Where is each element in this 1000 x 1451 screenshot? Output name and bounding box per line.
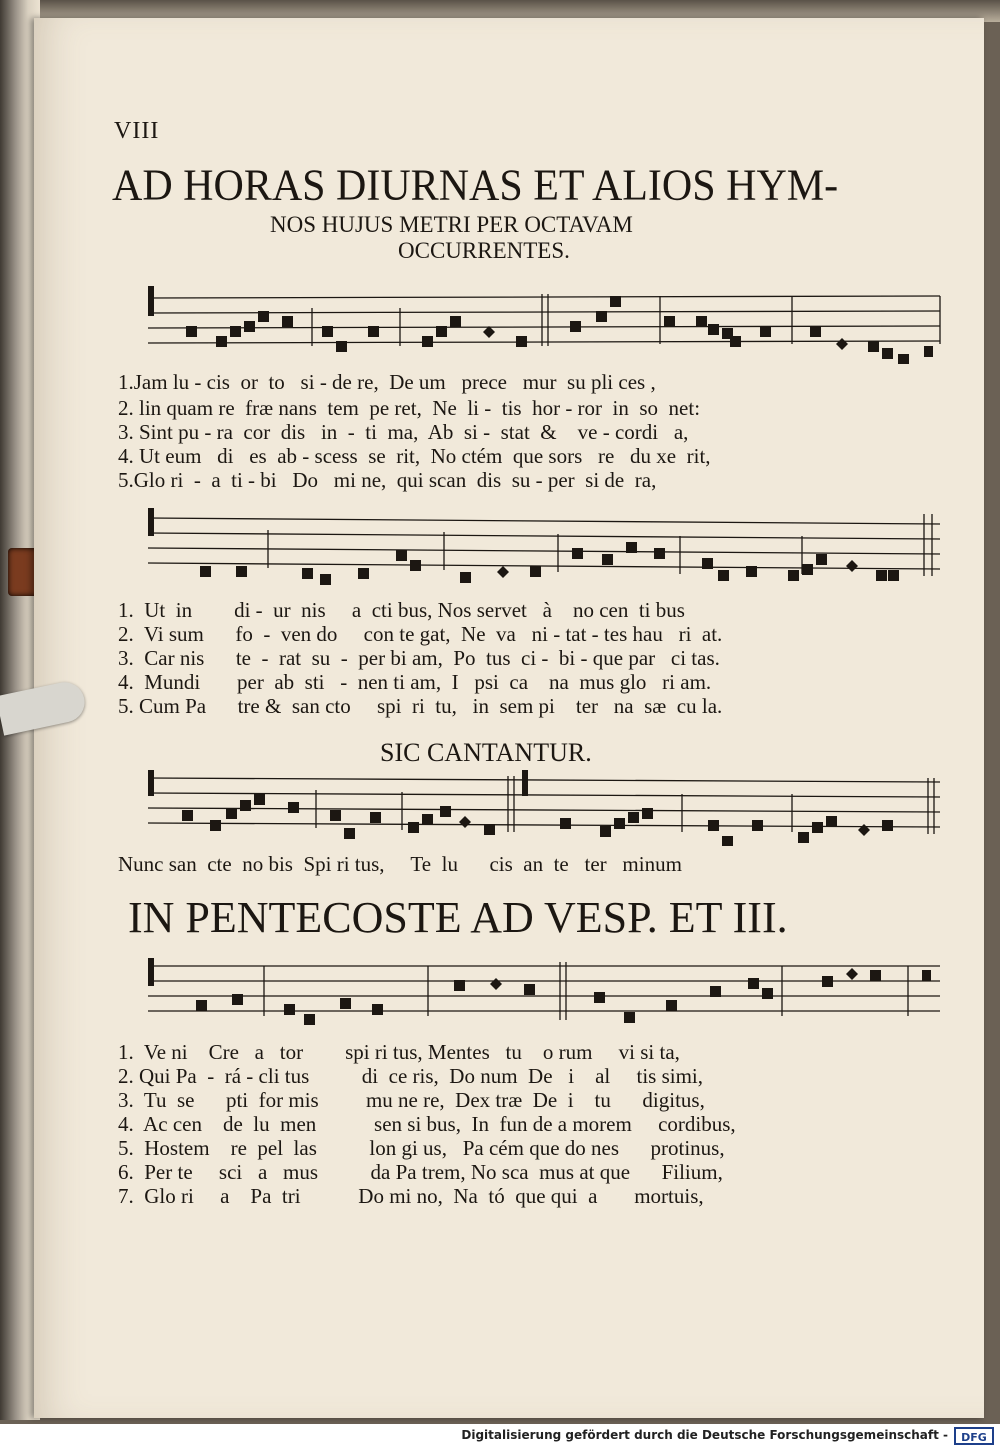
hymn1-verse-5b: 5. Cum Pa tre & san cto spi ri tu, in sem pi ter na sæ cu la. <box>118 694 723 718</box>
music-staff-4 <box>112 958 942 1038</box>
music-staff-3 <box>112 770 942 846</box>
page-subtitle-line2: OCCURRENTES. <box>398 238 570 263</box>
hymn2-verse-6: 6. Per te sci a mus da Pa trem, No sca mus at que Filium, <box>118 1160 723 1184</box>
footer-credit: Digitalisierung gefördert durch die Deutsche Forschungsgemeinschaft - <box>461 1428 948 1442</box>
hymn2-verse-1: 1. Ve ni Cre a tor spi ri tus, Mentes tu o rum vi si ta, <box>118 1040 680 1064</box>
dfg-logo[interactable]: DFG <box>954 1427 994 1445</box>
sic-cantantur-lyric: Nunc san cte no bis Spi ri tus, Te lu cis an te ter minum <box>118 852 682 876</box>
hymn1-verse-1: 1.Jam lu - cis or to si - de re, De um prece mur su pli ces , <box>118 370 656 394</box>
music-staff-2 <box>112 508 942 590</box>
section-heading-pentecost: IN PENTECOSTE AD VESP. ET III. <box>128 893 788 942</box>
hymn2-verse-7: 7. Glo ri a Pa tri Do mi no, Na tó que qui a mortuis, <box>118 1184 704 1208</box>
page-subtitle-line1: NOS HUJUS METRI PER OCTAVAM <box>270 212 633 237</box>
section-heading-sic-cantantur: SIC CANTANTUR. <box>380 738 592 767</box>
hymn2-verse-5: 5. Hostem re pel las lon gi us, Pa cém que do nes protinus, <box>118 1136 725 1160</box>
hymn1-verse-1b: 1. Ut in di - ur nis a cti bus, Nos servet à no cen ti bus <box>118 598 685 622</box>
hymn2-verse-3: 3. Tu se pti for mis mu ne re, Dex træ De i tu digitus, <box>118 1088 705 1112</box>
hymn1-verse-3: 3. Sint pu - ra cor dis in - ti ma, Ab si - stat & ve - cordi a, <box>118 420 689 444</box>
hymn1-verse-2: 2. lin quam re fræ nans tem pe ret, Ne li - tis hor - ror in so net: <box>118 396 701 420</box>
hymn2-verse-4: 4. Ac cen de lu men sen si bus, In fun de a morem cordibus, <box>118 1112 736 1136</box>
hymn2-verse-2: 2. Qui Pa - rá - cli tus di ce ris, Do num De i al tis simi, <box>118 1064 704 1088</box>
hymn1-verse-4b: 4. Mundi per ab sti - nen ti am, I psi ca na mus glo ri am. <box>118 670 712 694</box>
hymn1-verse-3b: 3. Car nis te - rat su - per bi am, Po tus ci - bi - que par ci tas. <box>118 646 720 670</box>
footer-bar <box>0 1424 1000 1451</box>
music-staff-1 <box>112 286 942 364</box>
hymn1-verse-4: 4. Ut eum di es ab - scess se rit, No ctém que sors re du xe rit, <box>118 444 711 468</box>
page-title: AD HORAS DIURNAS ET ALIOS HYM- <box>112 161 839 211</box>
hymn1-verse-2b: 2. Vi sum fo - ven do con te gat, Ne va ni - tat - tes hau ri at. <box>118 622 723 646</box>
page-number: VIII <box>114 118 160 144</box>
hymn1-verse-5: 5.Glo ri - a ti - bi Do mi ne, qui scan dis su - per si de ra, <box>118 468 657 492</box>
